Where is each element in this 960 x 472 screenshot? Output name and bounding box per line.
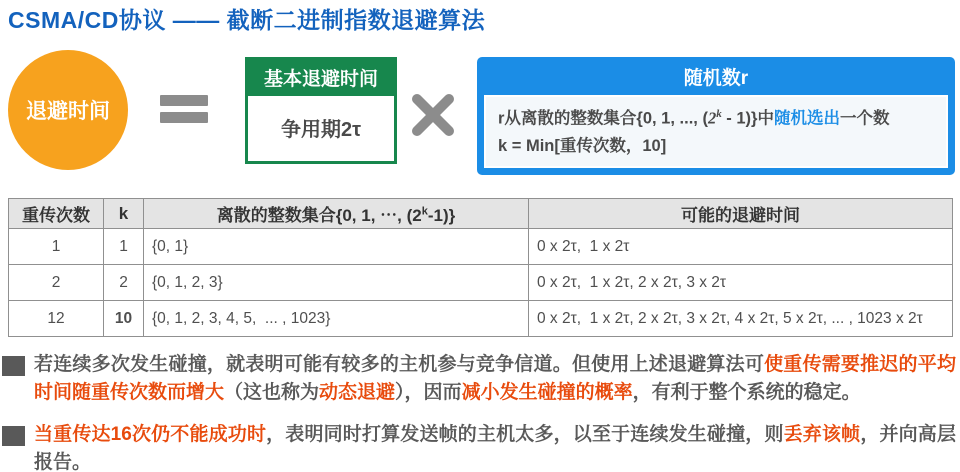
cell-k: 2: [104, 265, 144, 301]
cell-k: 1: [104, 229, 144, 265]
math-base: 2: [707, 108, 717, 128]
formula-line-1: r从离散的整数集合{0, 1, ..., (2$^k$ - 1)}中随机选出一个数: [498, 108, 890, 128]
highlight-random-select: 随机选出: [773, 109, 840, 128]
header-possible-backoff: 可能的退避时间: [529, 199, 953, 229]
cell-retries: 2: [9, 265, 104, 301]
backoff-table: [8, 198, 953, 337]
header-retries: 重传次数: [9, 199, 104, 229]
backoff-time-circle: [8, 50, 128, 170]
table-header-row: [9, 199, 953, 229]
header-integer-set: 离散的整数集合{0, 1, ⋯, (2$^k$-1)}: [144, 199, 529, 229]
cell-times: 0 x 2τ, 1 x 2τ: [529, 229, 953, 265]
cell-k-capped: 10: [104, 301, 144, 337]
cell-times: 0 x 2τ, 1 x 2τ, 2 x 2τ, 3 x 2τ: [529, 265, 953, 301]
table-row: [9, 229, 953, 265]
backoff-time-label: 退避时间: [26, 100, 110, 123]
table-row: [9, 301, 953, 337]
page-title: CSMA/CD协议 —— 截断二进制指数退避算法: [8, 7, 486, 33]
header-k: k: [104, 199, 144, 229]
cell-set: {0, 1, 2, 3}: [144, 265, 529, 301]
random-number-header: 随机数r: [683, 68, 749, 89]
table-row: [9, 265, 953, 301]
base-backoff-header: 基本退避时间: [248, 60, 394, 96]
cell-retries: 1: [9, 229, 104, 265]
multiply-icon: [410, 92, 456, 143]
equals-icon: [160, 95, 208, 123]
cell-times: 0 x 2τ, 1 x 2τ, 2 x 2τ, 3 x 2τ, 4 x 2τ, 5 x 2τ, ... , 1023 x 2τ: [529, 301, 953, 337]
cell-retries: 12: [9, 301, 104, 337]
bullet-marker: [2, 356, 25, 376]
base-backoff-value: 争用期2τ: [280, 119, 362, 141]
random-number-box: [477, 57, 955, 175]
bullet-text-backoff-benefit: 若连续多次发生碰撞，就表明可能有较多的主机参与竞争信道。但使用上述退避算法可使重传需要推迟的平均时间随重传次数而增大（这也称为动态退避），因而减小发生碰撞的概率，有利于整个系统的稳定。: [34, 354, 956, 403]
bullet-text-16-retries: 当重传达16次仍不能成功时，表明同时打算发送帧的主机太多，以至于连续发生碰撞，则丢弃该帧，并向高层报告。: [34, 424, 956, 472]
random-number-formula: [484, 95, 948, 168]
bullet-marker: [2, 426, 25, 446]
formula-line-2: k = Min[重传次数，10]: [498, 136, 667, 155]
equals-bar-top: [160, 95, 208, 106]
math-superscript-k: k: [716, 108, 722, 120]
equals-bar-bottom: [160, 112, 208, 123]
cell-set: {0, 1}: [144, 229, 529, 265]
base-backoff-box: [245, 57, 397, 164]
cell-set: {0, 1, 2, 3, 4, 5, ... , 1023}: [144, 301, 529, 337]
